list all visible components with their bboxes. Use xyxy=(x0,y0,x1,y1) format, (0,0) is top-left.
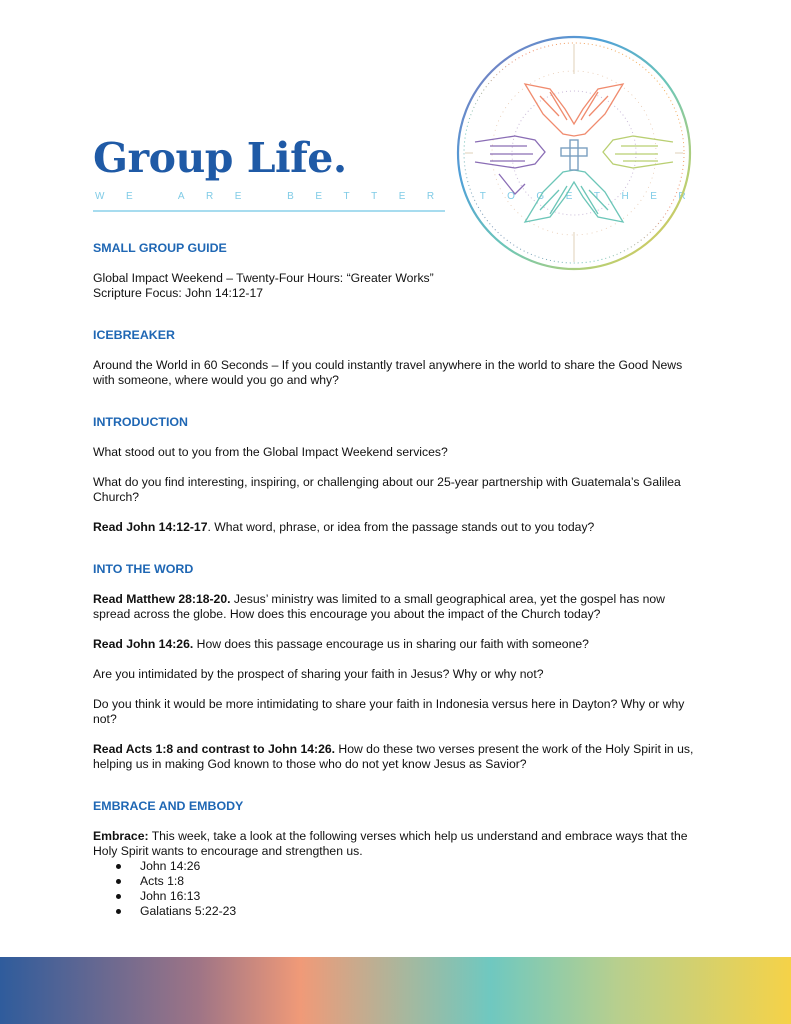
tagline-rule xyxy=(93,210,445,212)
into-the-word-heading: INTO THE WORD xyxy=(93,562,194,576)
intro-question-3 xyxy=(93,520,703,535)
verse-label: John 14:26 xyxy=(140,859,201,873)
word-question-2 xyxy=(93,637,703,652)
list-item xyxy=(116,874,703,889)
word-q5-bold: Read Acts 1:8 and contrast to John 14:26. xyxy=(93,742,336,756)
word-q2-bold: Read John 14:26. xyxy=(93,637,194,651)
verse-list xyxy=(93,859,703,919)
embrace-lead-rest: This week, take a look at the following verses which help us understand and embrace ways that the Holy Spirit wants to encourage and strengthen us. xyxy=(93,829,688,858)
bullet-icon xyxy=(116,909,121,914)
bullet-icon xyxy=(116,879,121,884)
embrace-embody-heading: EMBRACE AND EMBODY xyxy=(93,799,244,813)
small-group-guide-heading: SMALL GROUP GUIDE xyxy=(93,241,227,255)
embrace-lead-bold: Embrace: xyxy=(93,829,149,843)
word-q1-rest: Jesus’ ministry was limited to a small geographical area, yet the gospel has now spread across the globe. How does this encourage you about the impact of the Church today? xyxy=(93,592,665,621)
word-q1-bold: Read Matthew 28:18-20. xyxy=(93,592,231,606)
intro-question-2: What do you find interesting, inspiring, or challenging about our 25-year partnership with Guatemala’s Galilea Church? xyxy=(93,475,681,504)
word-question-4: Do you think it would be more intimidating to share your faith in Indonesia versus here in Dayton? Why or why not? xyxy=(93,697,685,726)
weekend-title: Global Impact Weekend – Twenty-Four Hours: “Greater Works” xyxy=(93,271,434,285)
verse-label: John 16:13 xyxy=(140,889,201,903)
logo-title: Group Life. xyxy=(93,134,347,182)
icebreaker-text: Around the World in 60 Seconds – If you could instantly travel anywhere in the world to share the Good News with someone, where would you go and why? xyxy=(93,358,683,387)
tagline: WE ARE BETTER TOGETHER xyxy=(95,191,708,202)
word-question-3: Are you intimidated by the prospect of sharing your faith in Jesus? Why or why not? xyxy=(93,667,544,681)
word-question-5 xyxy=(93,742,703,772)
intro-q3-bold: Read John 14:12-17 xyxy=(93,520,208,534)
word-q2-rest: How does this passage encourage us in sharing our faith with someone? xyxy=(193,637,589,651)
list-item xyxy=(116,889,703,904)
word-question-1 xyxy=(93,592,703,622)
footer-gradient-bar xyxy=(0,957,791,1024)
word-q5-rest: How do these two verses present the work of the Holy Spirit in us, helping us in making God known to those who do not yet know Jesus as Savior? xyxy=(93,742,694,771)
guide-content xyxy=(93,241,703,919)
verse-label: Acts 1:8 xyxy=(140,874,185,888)
icebreaker-heading: ICEBREAKER xyxy=(93,328,175,342)
bullet-icon xyxy=(116,864,121,869)
introduction-heading: INTRODUCTION xyxy=(93,415,188,429)
list-item xyxy=(116,859,703,874)
praying-hands-emblem-icon xyxy=(455,34,693,272)
intro-question-1: What stood out to you from the Global Impact Weekend services? xyxy=(93,445,448,459)
embrace-lead xyxy=(93,829,703,859)
scripture-focus: Scripture Focus: John 14:12-17 xyxy=(93,286,264,300)
verse-label: Galatians 5:22-23 xyxy=(140,904,237,918)
list-item xyxy=(116,904,703,919)
bullet-icon xyxy=(116,894,121,899)
intro-q3-rest: . What word, phrase, or idea from the passage stands out to you today? xyxy=(207,520,595,534)
